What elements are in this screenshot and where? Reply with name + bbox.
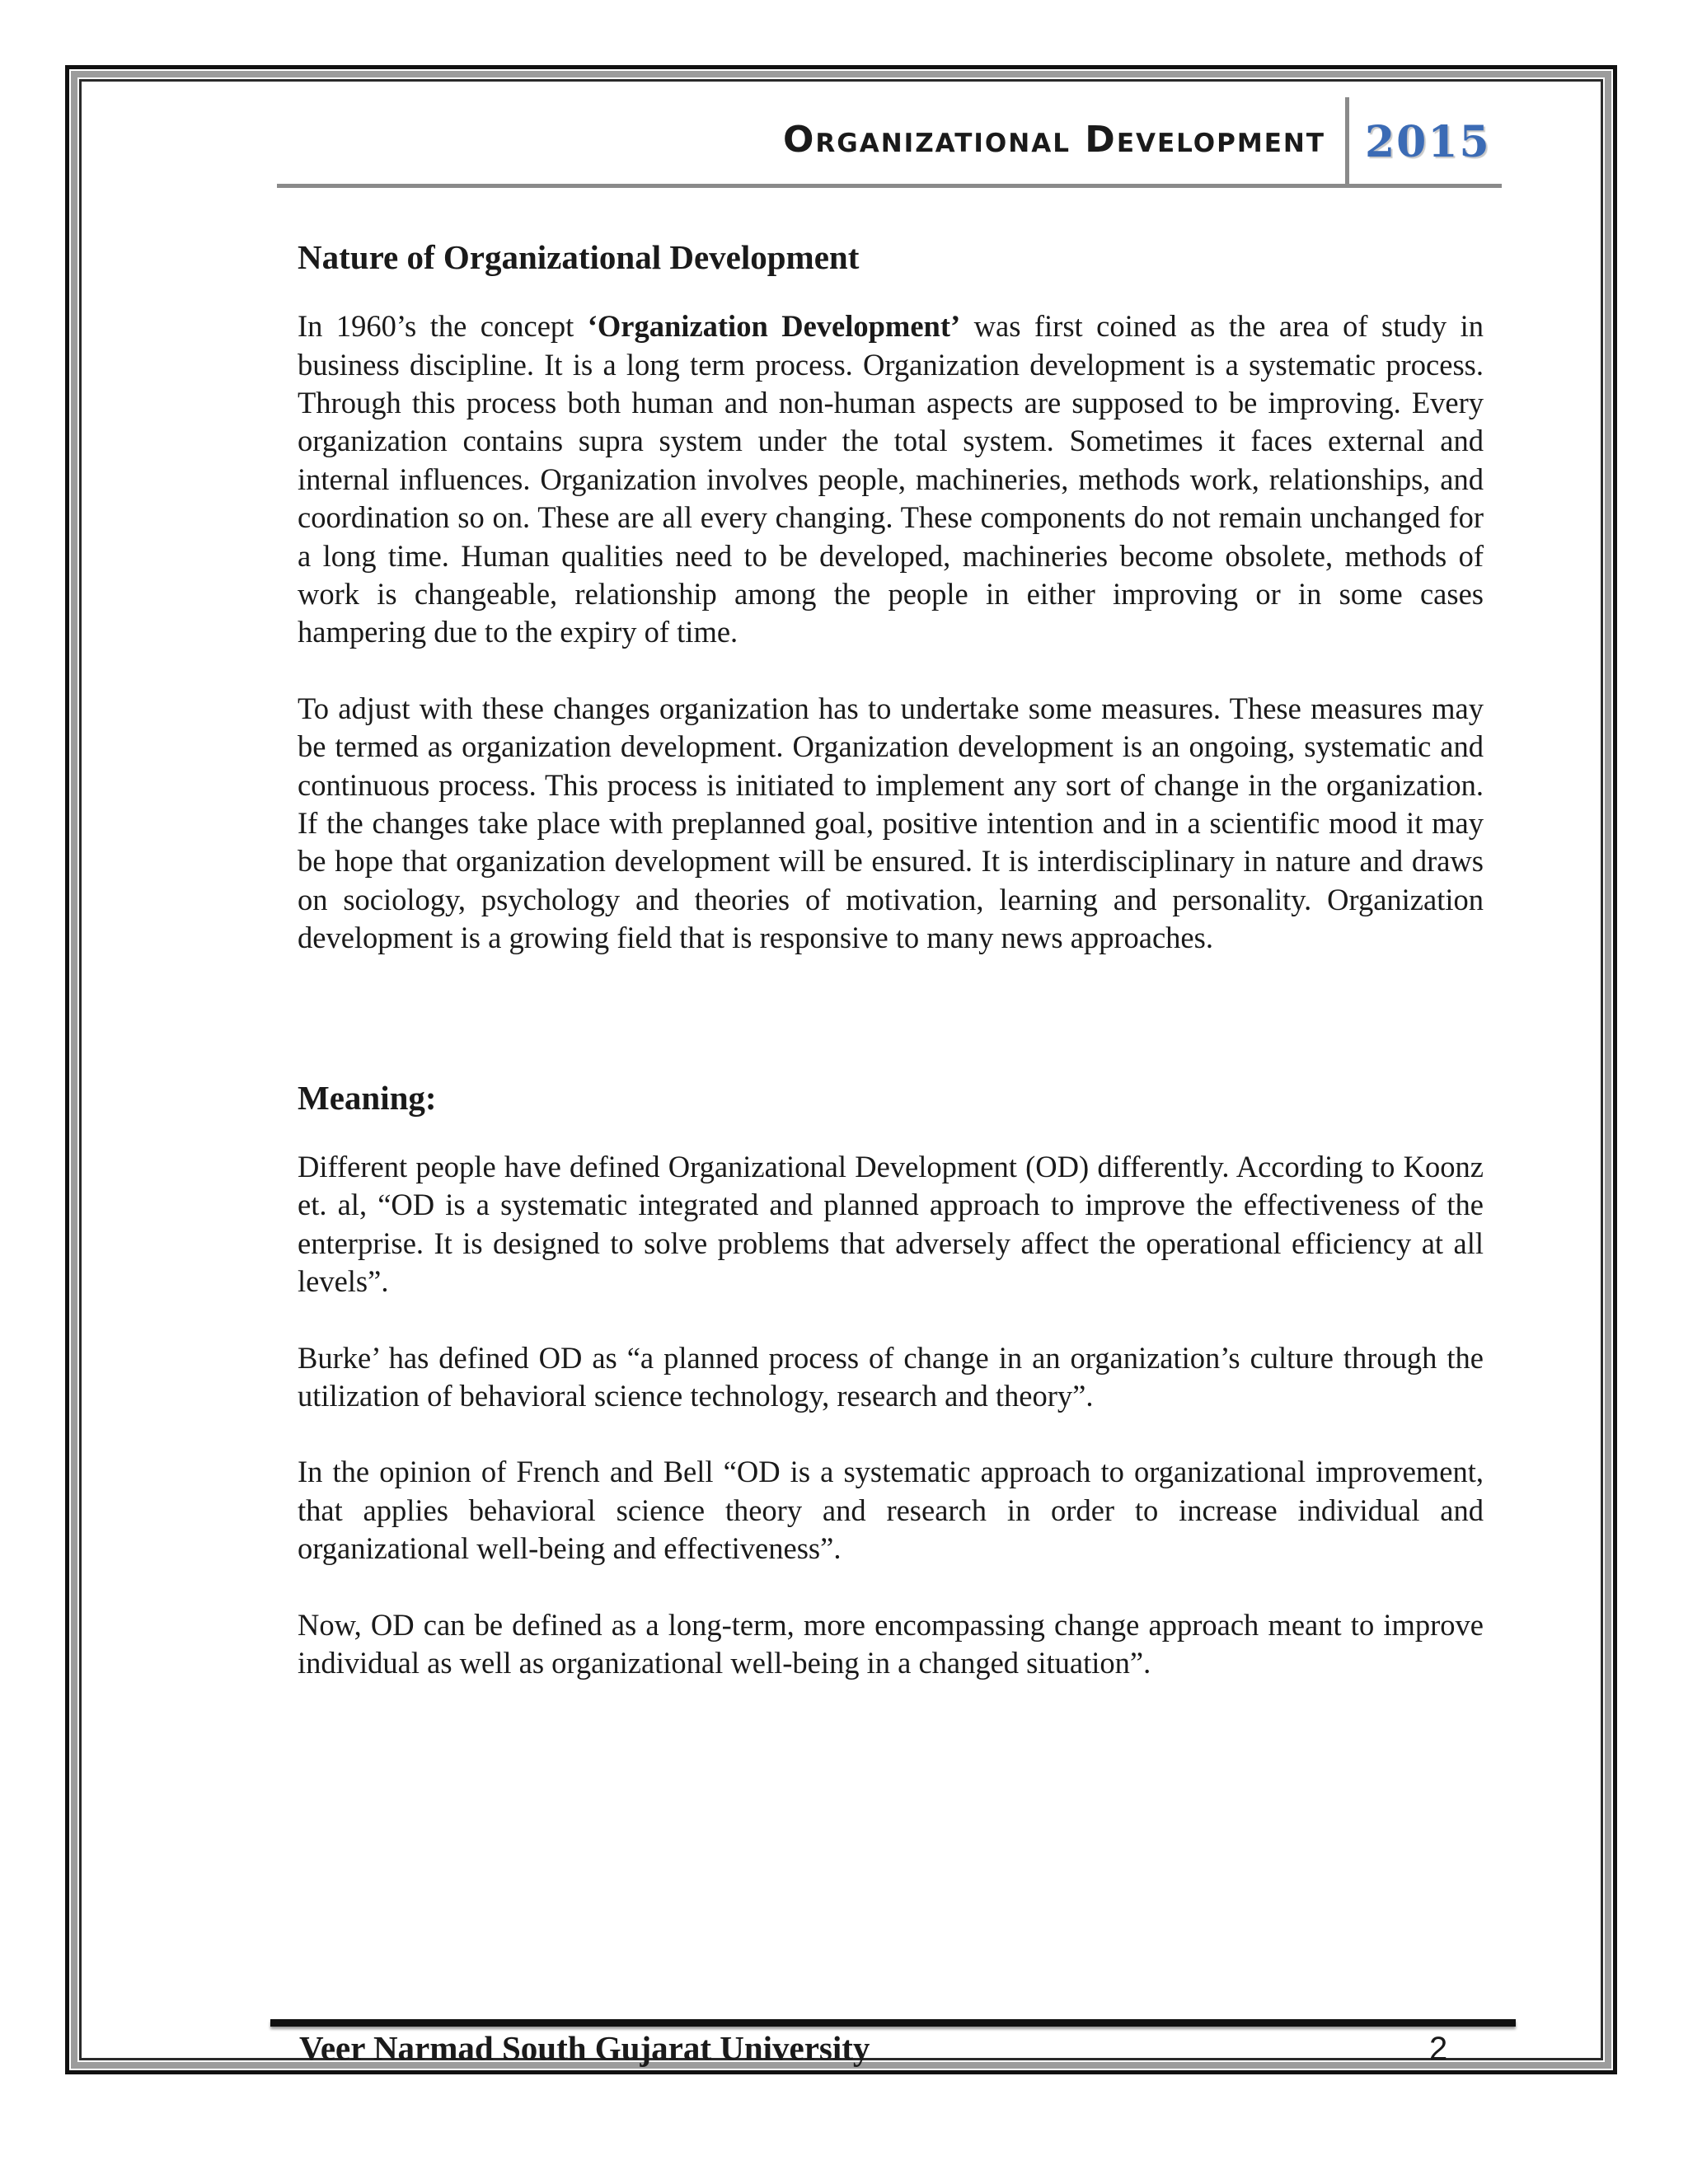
header-divider bbox=[1345, 97, 1349, 188]
paragraph-meaning-3: In the opinion of French and Bell “OD is a systematic approach to organizational improvement, that applies behavioral science theory and research in order to increase individual and organizational well-being and effectiveness”. bbox=[298, 1455, 1484, 1566]
header-title: Organizational Development bbox=[783, 119, 1325, 161]
header-rule bbox=[277, 184, 1502, 188]
footer-rule bbox=[270, 2019, 1516, 2027]
paragraph-meaning-1: Different people have defined Organizational Development (OD) differently. According to Koonz et. al, “OD is a systematic integrated and planned approach to improve the effectiveness of the enterprise. It is designed to solve problems that adversely affect the operational efficiency at all levels”. bbox=[298, 1149, 1484, 1299]
paragraph-meaning-4: Now, OD can be defined as a long-term, more encompassing change approach meant to improve individual as well as organizational well-being in a changed situation”. bbox=[298, 1607, 1484, 1680]
paragraph-nature-1 bbox=[298, 307, 1484, 652]
paragraph-meaning-2: Burke’ has defined OD as “a planned process of change in an organization’s culture through the utilization of behavioral science technology, research and theory”. bbox=[298, 1340, 1484, 1413]
section-heading-meaning: Meaning: bbox=[298, 1078, 437, 1117]
paragraph-nature-1-rest: was first coined as the area of study in business discipline. It is a long term process. Organization development is a systematic process. Through this process both human and non-human aspects are supposed to be improving. Every organization contains supra system under the total system. Sometimes it faces external and internal influences. Organization involves people, machineries, methods work, relationships, and coordination so on. These are all every changing. These components do not remain unchanged for a long time. Human qualities need to be developed, machineries become obsolete, methods of work is changeable, relationship among the people in either improving or in some cases hampering due to the expiry of time. bbox=[298, 309, 1484, 649]
section-heading-nature: Nature of Organizational Development bbox=[298, 238, 860, 276]
footer-page-number: 2 bbox=[1429, 2031, 1448, 2067]
paragraph-nature-2: To adjust with these changes organization has to undertake some measures. These measures may be termed as organization development. Organization development is an ongoing, systematic and continuous process. This process is initiated to implement any sort of change in the organization. If the changes take place with preplanned goal, positive intention and in a scientific mood it may be hope that organization development will be ensured. It is interdisciplinary in nature and draws on sociology, psychology and theories of motivation, learning and personality. Organization development is a growing field that is responsive to many news approaches. bbox=[298, 691, 1484, 955]
footer-university: Veer Narmad South Gujarat University bbox=[299, 2029, 870, 2067]
document-body bbox=[298, 237, 1484, 1720]
paragraph-nature-1-start: In 1960’s the concept bbox=[298, 309, 588, 344]
paragraph-nature-1-bold-term: ‘Organization Development’ bbox=[587, 309, 961, 344]
header-year: 2015 bbox=[1365, 117, 1491, 167]
